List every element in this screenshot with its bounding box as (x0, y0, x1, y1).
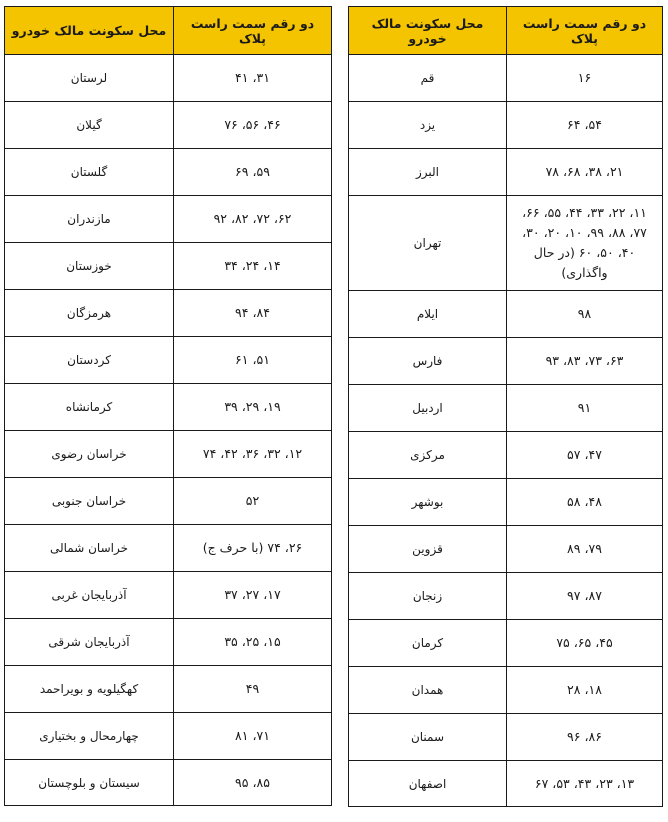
province-cell: البرز (349, 149, 507, 196)
plate-codes-cell: ۱۲، ۳۲، ۳۶، ۴۲، ۷۴ (174, 431, 332, 478)
province-cell: همدان (349, 667, 507, 714)
header-codes: دو رقم سمت راست پلاک (507, 7, 663, 55)
plate-codes-cell: ۵۴، ۶۴ (507, 102, 663, 149)
table-header-row (5, 7, 332, 55)
table-header-row (349, 7, 663, 55)
plate-codes-cell: ۱۳، ۲۳، ۴۳، ۵۳، ۶۷ (507, 761, 663, 807)
table-row (349, 667, 663, 714)
plate-codes-cell: ۱۱، ۲۲، ۳۳، ۴۴، ۵۵، ۶۶، ۷۷، ۸۸، ۹۹، ۱۰، ۲۰، ۳۰، ۴۰، ۵۰، ۶۰ (در حال واگذاری) (507, 196, 663, 291)
plate-codes-cell: ۵۲ (174, 478, 332, 525)
province-cell: گلستان (5, 149, 174, 196)
plate-codes-cell: ۱۹، ۲۹، ۳۹ (174, 384, 332, 431)
province-cell: قم (349, 55, 507, 102)
table-row (5, 384, 332, 431)
plate-codes-cell: ۹۸ (507, 291, 663, 338)
table-row (5, 760, 332, 806)
table-row (349, 761, 663, 807)
header-codes: دو رقم سمت راست پلاک (174, 7, 332, 55)
table-row (5, 478, 332, 525)
plate-codes-cell: ۸۴، ۹۴ (174, 290, 332, 337)
plate-codes-cell: ۱۸، ۲۸ (507, 667, 663, 714)
plate-codes-cell: ۴۹ (174, 666, 332, 713)
table-row (5, 102, 332, 149)
province-cell: خراسان جنوبی (5, 478, 174, 525)
plate-codes-cell: ۲۱، ۳۸، ۶۸، ۷۸ (507, 149, 663, 196)
province-cell: کرمان (349, 620, 507, 667)
plate-codes-cell: ۱۶ (507, 55, 663, 102)
province-cell: خوزستان (5, 243, 174, 290)
plate-codes-cell: ۸۷، ۹۷ (507, 573, 663, 620)
table-row (5, 619, 332, 666)
province-cell: لرستان (5, 55, 174, 102)
table-row (349, 432, 663, 479)
plate-codes-cell: ۴۶، ۵۶، ۷۶ (174, 102, 332, 149)
plate-codes-cell: ۸۶، ۹۶ (507, 714, 663, 761)
plate-table-left (4, 6, 332, 806)
table-row (5, 55, 332, 102)
province-cell: اصفهان (349, 761, 507, 807)
plate-table-right (348, 6, 663, 807)
province-cell: سمنان (349, 714, 507, 761)
plate-codes-cell: ۵۹، ۶۹ (174, 149, 332, 196)
province-cell: زنجان (349, 573, 507, 620)
table-row (5, 525, 332, 572)
plate-codes-cell: ۳۱، ۴۱ (174, 55, 332, 102)
table-row (349, 55, 663, 102)
table-row (349, 102, 663, 149)
province-cell: تهران (349, 196, 507, 291)
province-cell: سیستان و بلوچستان (5, 760, 174, 806)
province-cell: گیلان (5, 102, 174, 149)
plate-codes-cell: ۷۱، ۸۱ (174, 713, 332, 760)
table-row (349, 479, 663, 526)
table-row (5, 666, 332, 713)
table-row (5, 149, 332, 196)
table-row (5, 196, 332, 243)
province-cell: مرکزی (349, 432, 507, 479)
province-cell: چهارمحال و بختیاری (5, 713, 174, 760)
plate-codes-cell: ۶۲، ۷۲، ۸۲، ۹۲ (174, 196, 332, 243)
province-cell: خراسان شمالی (5, 525, 174, 572)
plate-codes-cell: ۶۳، ۷۳، ۸۳، ۹۳ (507, 338, 663, 385)
table-row (349, 291, 663, 338)
province-cell: بوشهر (349, 479, 507, 526)
table-row (349, 385, 663, 432)
plate-codes-cell: ۹۱ (507, 385, 663, 432)
plate-codes-cell: ۱۴، ۲۴، ۳۴ (174, 243, 332, 290)
province-cell: یزد (349, 102, 507, 149)
province-cell: آذربایجان شرقی (5, 619, 174, 666)
plate-codes-cell: ۴۸، ۵۸ (507, 479, 663, 526)
province-cell: فارس (349, 338, 507, 385)
plate-codes-cell: ۱۷، ۲۷، ۳۷ (174, 572, 332, 619)
table-row (349, 526, 663, 573)
province-cell: ایلام (349, 291, 507, 338)
table-row (5, 290, 332, 337)
plate-codes-cell: ۲۶، ۷۴ (با حرف ج) (174, 525, 332, 572)
table-row (5, 713, 332, 760)
table-row (349, 149, 663, 196)
province-cell: خراسان رضوی (5, 431, 174, 478)
plate-codes-cell: ۷۹، ۸۹ (507, 526, 663, 573)
table-row (5, 572, 332, 619)
province-cell: قزوین (349, 526, 507, 573)
table-row (5, 337, 332, 384)
table-row (349, 338, 663, 385)
plate-codes-cell: ۵۱، ۶۱ (174, 337, 332, 384)
table-row (349, 196, 663, 291)
table-row (349, 573, 663, 620)
header-location: محل سکونت مالک خودرو (5, 7, 174, 55)
province-cell: کرمانشاه (5, 384, 174, 431)
province-cell: هرمزگان (5, 290, 174, 337)
table-row (5, 243, 332, 290)
plate-codes-cell: ۴۵، ۶۵، ۷۵ (507, 620, 663, 667)
table-row (349, 714, 663, 761)
province-cell: مازندران (5, 196, 174, 243)
table-row (349, 620, 663, 667)
plate-codes-cell: ۴۷، ۵۷ (507, 432, 663, 479)
province-cell: اردبیل (349, 385, 507, 432)
header-location: محل سکونت مالک خودرو (349, 7, 507, 55)
province-cell: آذربایجان غربی (5, 572, 174, 619)
province-cell: کهگیلویه و بویراحمد (5, 666, 174, 713)
table-row (5, 431, 332, 478)
province-cell: کردستان (5, 337, 174, 384)
plate-codes-cell: ۱۵، ۲۵، ۳۵ (174, 619, 332, 666)
plate-codes-cell: ۸۵، ۹۵ (174, 760, 332, 806)
